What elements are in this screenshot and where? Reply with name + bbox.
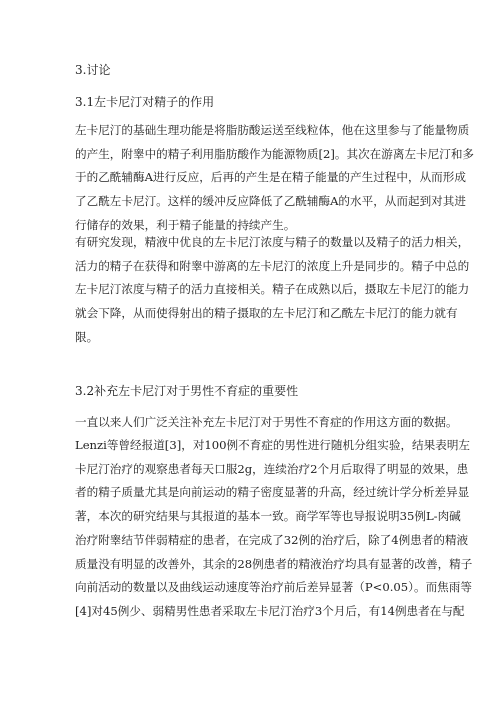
paragraph-line: 有研究发现，精液中优良的左卡尼汀浓度与精子的数量以及精子的活力相关， xyxy=(75,235,470,249)
paragraph-line: 行储存的效果，利于精子能量的持续产生。 xyxy=(75,217,296,232)
paragraph-line: 左卡尼汀浓度与精子的活力直接相关。精子在成熟以后，摄取左卡尼汀的能力 xyxy=(75,282,470,297)
paragraph-line: 限。 xyxy=(75,329,99,344)
paragraph-line: Lenzi等曾经报道[3]，对100例不育症的男性进行随机分组实验，结果表明左 xyxy=(75,438,471,452)
paragraph-line: 卡尼汀治疗的观察患者每天口服2g，连续治疗2个月后取得了明显的效果，患 xyxy=(75,461,469,476)
paragraph-line: 的产生，附睾中的精子利用脂肪酸作为能源物质[2]。其次在游离左卡尼汀和多 xyxy=(75,146,475,161)
paragraph-line: 一直以来人们广泛关注补充左卡尼汀对于男性不育症的作用这方面的数据。 xyxy=(75,415,458,429)
paragraph-line: 质量没有明显的改善外，其余的28例患者的精液治疗均具有显著的改善，精子 xyxy=(75,556,473,571)
section-heading-discussion: 3.讨论 xyxy=(75,63,111,77)
paragraph-line: 向前活动的数量以及曲线运动速度等治疗前后差异显著（P<0.05）。而焦雨等 xyxy=(75,580,472,595)
paragraph-line: 了乙酰左卡尼汀。这样的缓冲反应降低了乙酰辅酶A的水平，从而起到对其进 xyxy=(75,194,466,209)
subsection-heading-3-2: 3.2补充左卡尼汀对于男性不育症的重要性 xyxy=(75,384,299,398)
paragraph-line: 左卡尼汀的基础生理功能是将脂肪酸运送至线粒体，他在这里参与了能量物质 xyxy=(75,123,470,137)
paragraph-line: 治疗附睾结节伴弱精症的患者，在完成了32例的治疗后，除了4例患者的精液 xyxy=(75,532,469,547)
paragraph-line: 于的乙酰辅酶A进行反应，后再的产生是在精子能量的产生过程中，从而形成 xyxy=(75,170,466,185)
paragraph-line: 活力的精子在获得和附睾中游离的左卡尼汀的浓度上升是同步的。精子中总的 xyxy=(75,258,470,273)
subsection-heading-3-1: 3.1左卡尼汀对精子的作用 xyxy=(75,95,215,109)
paragraph-research-findings xyxy=(75,231,470,350)
paragraph-line: 者的精子质量尤其是向前运动的精子密度显著的升高，经过统计学分析差异显 xyxy=(75,485,470,500)
paragraph-clinical-studies xyxy=(75,434,473,624)
paragraph-carnitine-function xyxy=(75,119,475,238)
paragraph-line: 就会下降，从而使得射出的精子摄取的左卡尼汀和乙酰左卡尼汀的能力就有 xyxy=(75,306,458,321)
paragraph-line: [4]对45例少、弱精男性患者采取左卡尼汀治疗3个月后，有14例患者在与配 xyxy=(75,603,465,618)
paragraph-line: 著，本次的研究结果与其报道的基本一致。商学军等也导报说明35例L-肉碱 xyxy=(75,509,461,524)
paragraph-general-interest xyxy=(75,411,458,435)
